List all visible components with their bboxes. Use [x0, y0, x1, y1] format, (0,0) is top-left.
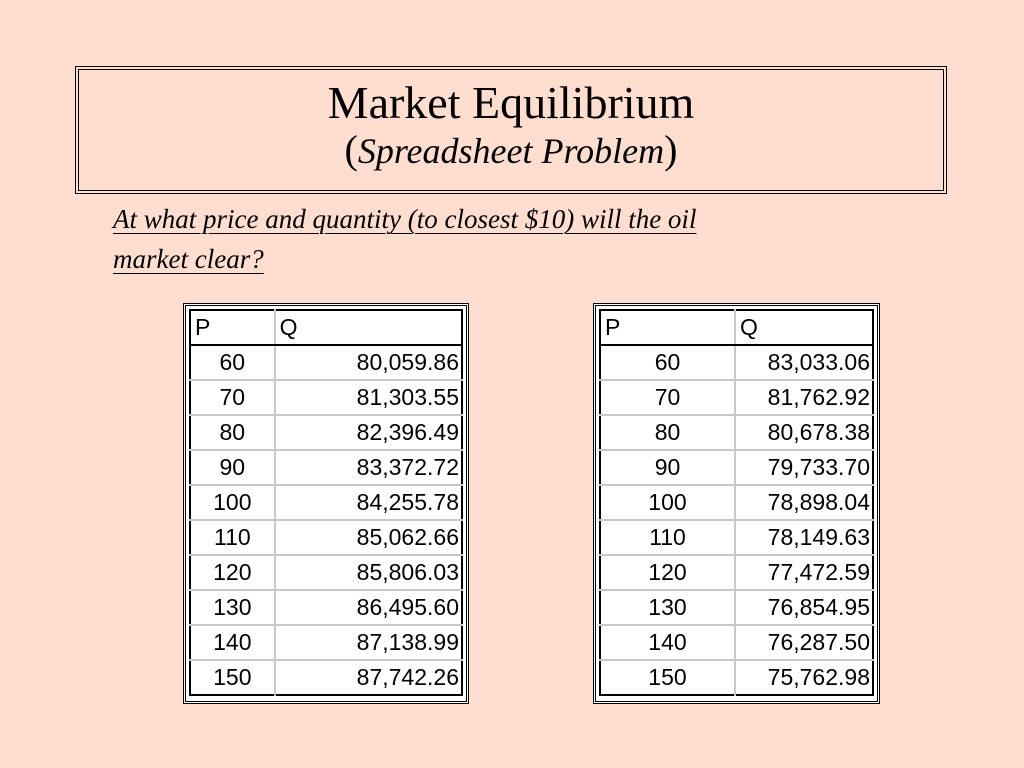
title-box: [75, 66, 947, 194]
quantity-cell: 81,303.55: [275, 380, 462, 415]
table-row: [190, 415, 462, 450]
subtitle-open-paren: (: [344, 127, 358, 172]
table-row: [190, 625, 462, 660]
table-row: [600, 625, 873, 660]
question-text: [113, 199, 873, 279]
header-q: Q: [735, 310, 873, 345]
slide-title: Market Equilibrium: [327, 77, 695, 128]
subtitle-close-paren: ): [664, 127, 678, 172]
quantity-cell: 80,678.38: [735, 415, 873, 450]
table-row: [600, 380, 873, 415]
quantity-cell: 80,059.86: [275, 345, 462, 380]
quantity-cell: 78,898.04: [735, 485, 873, 520]
table-row: [600, 450, 873, 485]
quantity-cell: 81,762.92: [735, 380, 873, 415]
quantity-cell: 76,854.95: [735, 590, 873, 625]
quantity-cell: 75,762.98: [767, 664, 870, 690]
quantity-cell: 79,733.70: [735, 450, 873, 485]
table-left: [189, 309, 463, 696]
price-cell: 110: [600, 520, 735, 555]
quantity-cell: 77,472.59: [735, 555, 873, 590]
quantity-cell: 76,287.50: [735, 625, 873, 660]
header-q: Q: [275, 310, 462, 345]
table-row: [190, 485, 462, 520]
table-row: [190, 345, 462, 380]
price-cell: 80: [190, 415, 275, 450]
table-row: [190, 380, 462, 415]
table-row: [190, 520, 462, 555]
price-cell: 60: [190, 345, 275, 380]
quantity-cell: 82,396.49: [275, 415, 462, 450]
price-cell: 140: [190, 625, 275, 660]
quantity-cell: 78,149.63: [735, 520, 873, 555]
table-row: [600, 660, 873, 695]
header-p: P: [600, 310, 735, 345]
quantity-cell: 85,062.66: [275, 520, 462, 555]
price-cell: 90: [600, 450, 735, 485]
price-cell: 100: [190, 485, 275, 520]
table-row: [600, 485, 873, 520]
price-cell: 70: [600, 380, 735, 415]
price-cell: 150: [600, 660, 735, 695]
price-cell: 90: [190, 450, 275, 485]
table-row: [190, 590, 462, 625]
header-row: [190, 310, 462, 345]
quantity-cell: 83,372.72: [275, 450, 462, 485]
price-cell: 60: [600, 345, 735, 380]
supply-table-frame: [183, 303, 469, 704]
quantity-cell: 83,033.06: [735, 345, 873, 380]
header-row: [600, 310, 873, 345]
price-cell: 150: [190, 660, 275, 695]
price-cell: 130: [600, 590, 735, 625]
table-row: [600, 415, 873, 450]
price-cell: 140: [600, 625, 735, 660]
table-row: [600, 520, 873, 555]
quantity-cell: 86,495.60: [275, 590, 462, 625]
price-cell: 110: [190, 520, 275, 555]
quantity-cell: 87,742.26: [356, 664, 459, 690]
price-cell: 120: [190, 555, 275, 590]
demand-table-frame: [593, 303, 880, 704]
table-row: [600, 590, 873, 625]
table-row: [190, 660, 462, 695]
price-cell: 120: [600, 555, 735, 590]
question-line-1: At what price and quantity (to closest $10) will the oil: [113, 204, 697, 234]
slide-subtitle: [79, 127, 943, 172]
table-row: [190, 555, 462, 590]
question-line-2: market clear?: [113, 244, 264, 274]
quantity-cell: 85,806.03: [275, 555, 462, 590]
quantity-cell: 87,138.99: [275, 625, 462, 660]
price-cell: 130: [190, 590, 275, 625]
table-row: [600, 555, 873, 590]
header-p: P: [190, 310, 275, 345]
subtitle-text: Spreadsheet Problem: [357, 131, 665, 171]
table-row: [600, 345, 873, 380]
price-cell: 70: [190, 380, 275, 415]
price-cell: 100: [600, 485, 735, 520]
table-right: [599, 309, 874, 696]
table-row: [190, 450, 462, 485]
price-cell: 80: [600, 415, 735, 450]
quantity-cell: 84,255.78: [275, 485, 462, 520]
